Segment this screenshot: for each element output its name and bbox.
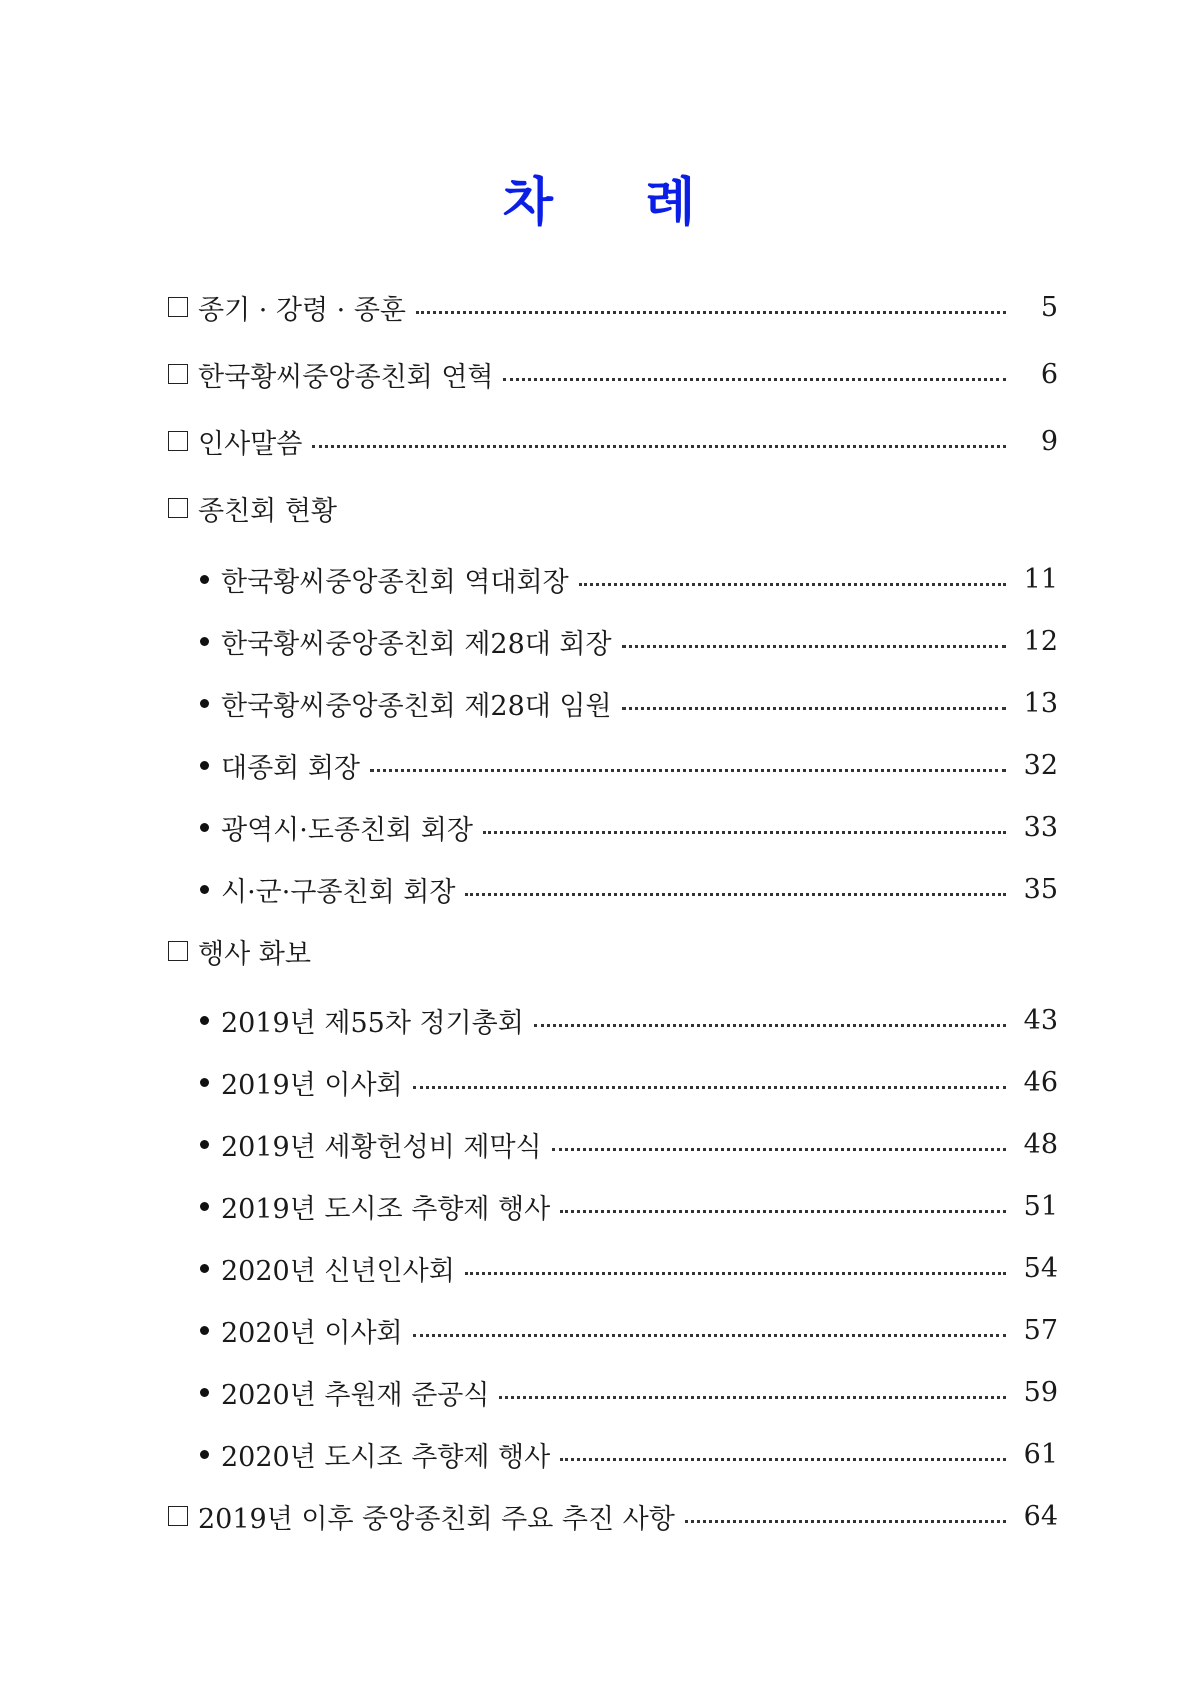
toc-entry-label: 2020년 신년인사회	[221, 1255, 455, 1287]
toc-page-number: 48	[1023, 1128, 1058, 1160]
bullet-icon	[200, 1016, 209, 1025]
toc-entry[interactable]	[168, 421, 1058, 461]
bullet-icon	[200, 761, 209, 770]
dot-leader	[579, 583, 1006, 586]
dot-leader	[416, 311, 1006, 314]
toc-entry-label: 인사말씀	[198, 428, 303, 460]
bullet-icon	[200, 699, 209, 708]
toc-subentry[interactable]	[200, 807, 1058, 847]
toc-page-number: 11	[1023, 563, 1058, 595]
checkbox-square-icon	[168, 498, 188, 518]
title-char-2: 례	[645, 173, 698, 233]
toc-page-number: 35	[1023, 873, 1058, 905]
dot-leader	[503, 378, 1006, 381]
toc-entry-label: 종친회 현황	[198, 495, 337, 527]
bullet-icon	[200, 1450, 209, 1459]
toc-entry-label: 2019년 이후 중앙종친회 주요 추진 사항	[198, 1503, 675, 1535]
toc-entry-label: 한국황씨중앙종친회 제28대 임원	[221, 690, 612, 722]
toc-page-number: 43	[1023, 1004, 1058, 1036]
bullet-icon	[200, 1388, 209, 1397]
checkbox-square-icon	[168, 297, 188, 317]
title-char-1: 차	[502, 173, 555, 233]
toc-page-number: 6	[1040, 358, 1058, 390]
toc-entry-label: 종기 · 강령 · 종훈	[198, 294, 406, 326]
toc-page-number: 59	[1023, 1376, 1058, 1408]
bullet-icon	[200, 1078, 209, 1087]
toc-entry-label: 한국황씨중앙종친회 연혁	[198, 361, 494, 393]
toc-subentry[interactable]	[200, 1310, 1058, 1350]
dot-leader	[534, 1024, 1006, 1027]
toc-subentry[interactable]	[200, 869, 1058, 909]
toc-entry[interactable]	[168, 287, 1058, 327]
checkbox-square-icon	[168, 1506, 188, 1526]
bullet-icon	[200, 1140, 209, 1149]
bullet-icon	[200, 1264, 209, 1273]
toc-subentry[interactable]	[200, 1248, 1058, 1288]
dot-leader	[560, 1210, 1006, 1213]
toc-subentry[interactable]	[200, 745, 1058, 785]
toc-entry-label: 한국황씨중앙종친회 역대회장	[221, 566, 569, 598]
checkbox-square-icon	[168, 941, 188, 961]
dot-leader	[560, 1458, 1006, 1461]
toc-page-number: 57	[1023, 1314, 1058, 1346]
toc-page-number: 9	[1040, 425, 1058, 457]
toc-page-number: 64	[1023, 1500, 1058, 1532]
toc-page-number: 13	[1023, 687, 1058, 719]
dot-leader	[483, 831, 1006, 834]
dot-leader	[552, 1148, 1006, 1151]
toc-entry-label: 2019년 세황헌성비 제막식	[221, 1131, 542, 1163]
dot-leader	[312, 445, 1006, 448]
toc-entry-label: 행사 화보	[198, 938, 311, 970]
bullet-icon	[200, 1326, 209, 1335]
toc-subentry[interactable]	[200, 1186, 1058, 1226]
checkbox-square-icon	[168, 431, 188, 451]
bullet-icon	[200, 823, 209, 832]
toc-subentry[interactable]	[200, 683, 1058, 723]
dot-leader	[370, 769, 1006, 772]
toc-subentry[interactable]	[200, 1372, 1058, 1412]
toc-subentry[interactable]	[200, 1062, 1058, 1102]
toc-subentry[interactable]	[200, 1000, 1058, 1040]
toc-page-number: 33	[1023, 811, 1058, 843]
dot-leader	[413, 1086, 1006, 1089]
page-title	[0, 160, 1200, 235]
dot-leader	[465, 1272, 1006, 1275]
toc-entry[interactable]	[168, 1496, 1058, 1536]
toc-entry-label: 시·군·구종친회 회장	[221, 876, 456, 908]
toc-page-number: 12	[1023, 625, 1058, 657]
dot-leader	[622, 707, 1006, 710]
checkbox-square-icon	[168, 364, 188, 384]
toc-page-number: 32	[1023, 749, 1058, 781]
toc-page-number: 54	[1023, 1252, 1058, 1284]
toc-subentry[interactable]	[200, 1434, 1058, 1474]
toc-section-heading	[168, 488, 1058, 528]
toc-section-heading	[168, 931, 1058, 971]
toc-page-number: 5	[1040, 291, 1058, 323]
toc-subentry[interactable]	[200, 621, 1058, 661]
toc-entry[interactable]	[168, 354, 1058, 394]
toc-entry-label: 2020년 이사회	[221, 1317, 403, 1349]
toc-entry-label: 대종회 회장	[221, 752, 360, 784]
toc-entry-label: 2020년 도시조 추향제 행사	[221, 1441, 551, 1473]
bullet-icon	[200, 885, 209, 894]
toc-entry-label: 2020년 추원재 준공식	[221, 1379, 490, 1411]
toc-subentry[interactable]	[200, 559, 1058, 599]
dot-leader	[499, 1396, 1006, 1399]
toc-subentry[interactable]	[200, 1124, 1058, 1164]
toc-entry-label: 한국황씨중앙종친회 제28대 회장	[221, 628, 612, 660]
toc-entry-label: 2019년 도시조 추향제 행사	[221, 1193, 551, 1225]
dot-leader	[685, 1520, 1006, 1523]
bullet-icon	[200, 1202, 209, 1211]
dot-leader	[413, 1334, 1006, 1337]
toc-entry-label: 2019년 이사회	[221, 1069, 403, 1101]
toc-page-number: 51	[1023, 1190, 1058, 1222]
bullet-icon	[200, 637, 209, 646]
dot-leader	[622, 645, 1006, 648]
toc-page-number: 61	[1023, 1438, 1058, 1470]
dot-leader	[465, 893, 1006, 896]
bullet-icon	[200, 575, 209, 584]
toc-entry-label: 광역시·도종친회 회장	[221, 814, 473, 846]
toc-page-number: 46	[1023, 1066, 1058, 1098]
toc-entry-label: 2019년 제55차 정기총회	[221, 1007, 524, 1039]
